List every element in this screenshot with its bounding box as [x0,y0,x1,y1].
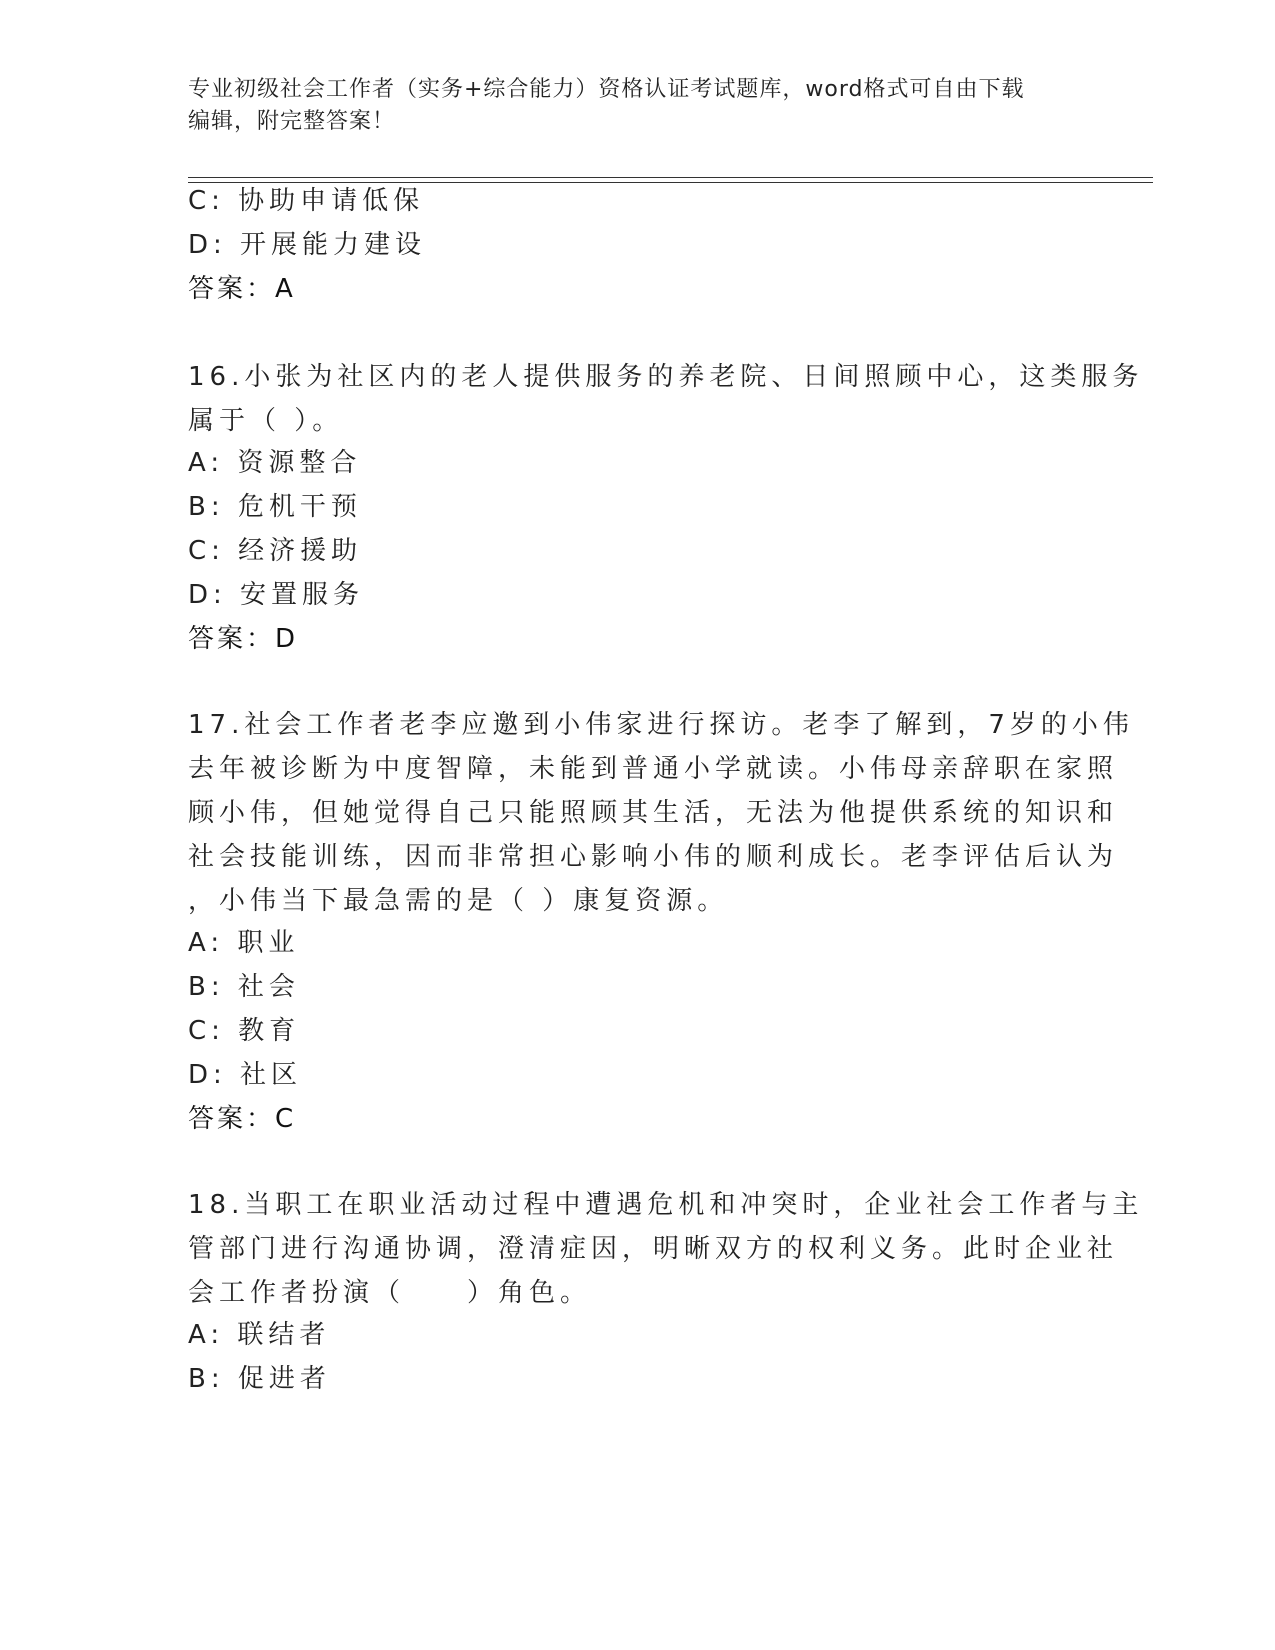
q16-option-c: C: 经济援助 [188,536,363,566]
q18-stem-line-1: 18.当职工在职业活动过程中遭遇危机和冲突时，企业社会工作者与主 [188,1190,1144,1220]
q17-stem-line-5: ，小伟当下最急需的是（ ）康复资源。 [188,886,729,916]
q16-stem-line-1: 16.小张为社区内的老人提供服务的养老院、日间照顾中心，这类服务 [188,362,1144,392]
q17-stem-line-3: 顾小伟，但她觉得自己只能照顾其生活，无法为他提供系统的知识和 [188,798,1119,828]
q15-option-d: D: 开展能力建设 [188,230,427,260]
q17-stem-line-1: 17.社会工作者老李应邀到小伟家进行探访。老李了解到，7岁的小伟 [188,710,1134,740]
header-line-2: 编辑，附完整答案！ [188,109,396,134]
q17-stem-line-4: 社会技能训练，因而非常担心影响小伟的顺利成长。老李评估后认为 [188,842,1119,872]
q17-stem-line-2: 去年被诊断为中度智障，未能到普通小学就读。小伟母亲辞职在家照 [188,754,1119,784]
q17-option-a: A: 职业 [188,928,300,958]
q17-option-b: B: 社会 [188,972,300,1002]
q18-stem-line-3: 会工作者扮演（ ）角色。 [188,1278,592,1308]
q16-option-d: D: 安置服务 [188,580,365,610]
q18-option-b: B: 促进者 [188,1364,331,1394]
q16-stem-line-2: 属于（ ）。 [188,406,344,436]
q18-option-a: A: 联结者 [188,1320,331,1350]
header-line-1: 专业初级社会工作者（实务+综合能力）资格认证考试题库，word格式可自由下载 [188,77,1025,102]
q16-answer: 答案：D [188,624,299,654]
document-header [188,74,1108,138]
q16-option-b: B: 危机干预 [188,492,362,522]
q15-option-c: C: 协助申请低保 [188,186,425,216]
q16-option-a: A: 资源整合 [188,448,362,478]
q15-answer: 答案：A [188,274,296,304]
q17-option-d: D: 社区 [188,1060,303,1090]
q17-option-c: C: 教育 [188,1016,301,1046]
q18-stem-line-2: 管部门进行沟通协调，澄清症因，明晰双方的权利义务。此时企业社 [188,1234,1119,1264]
q17-answer: 答案：C [188,1104,297,1134]
